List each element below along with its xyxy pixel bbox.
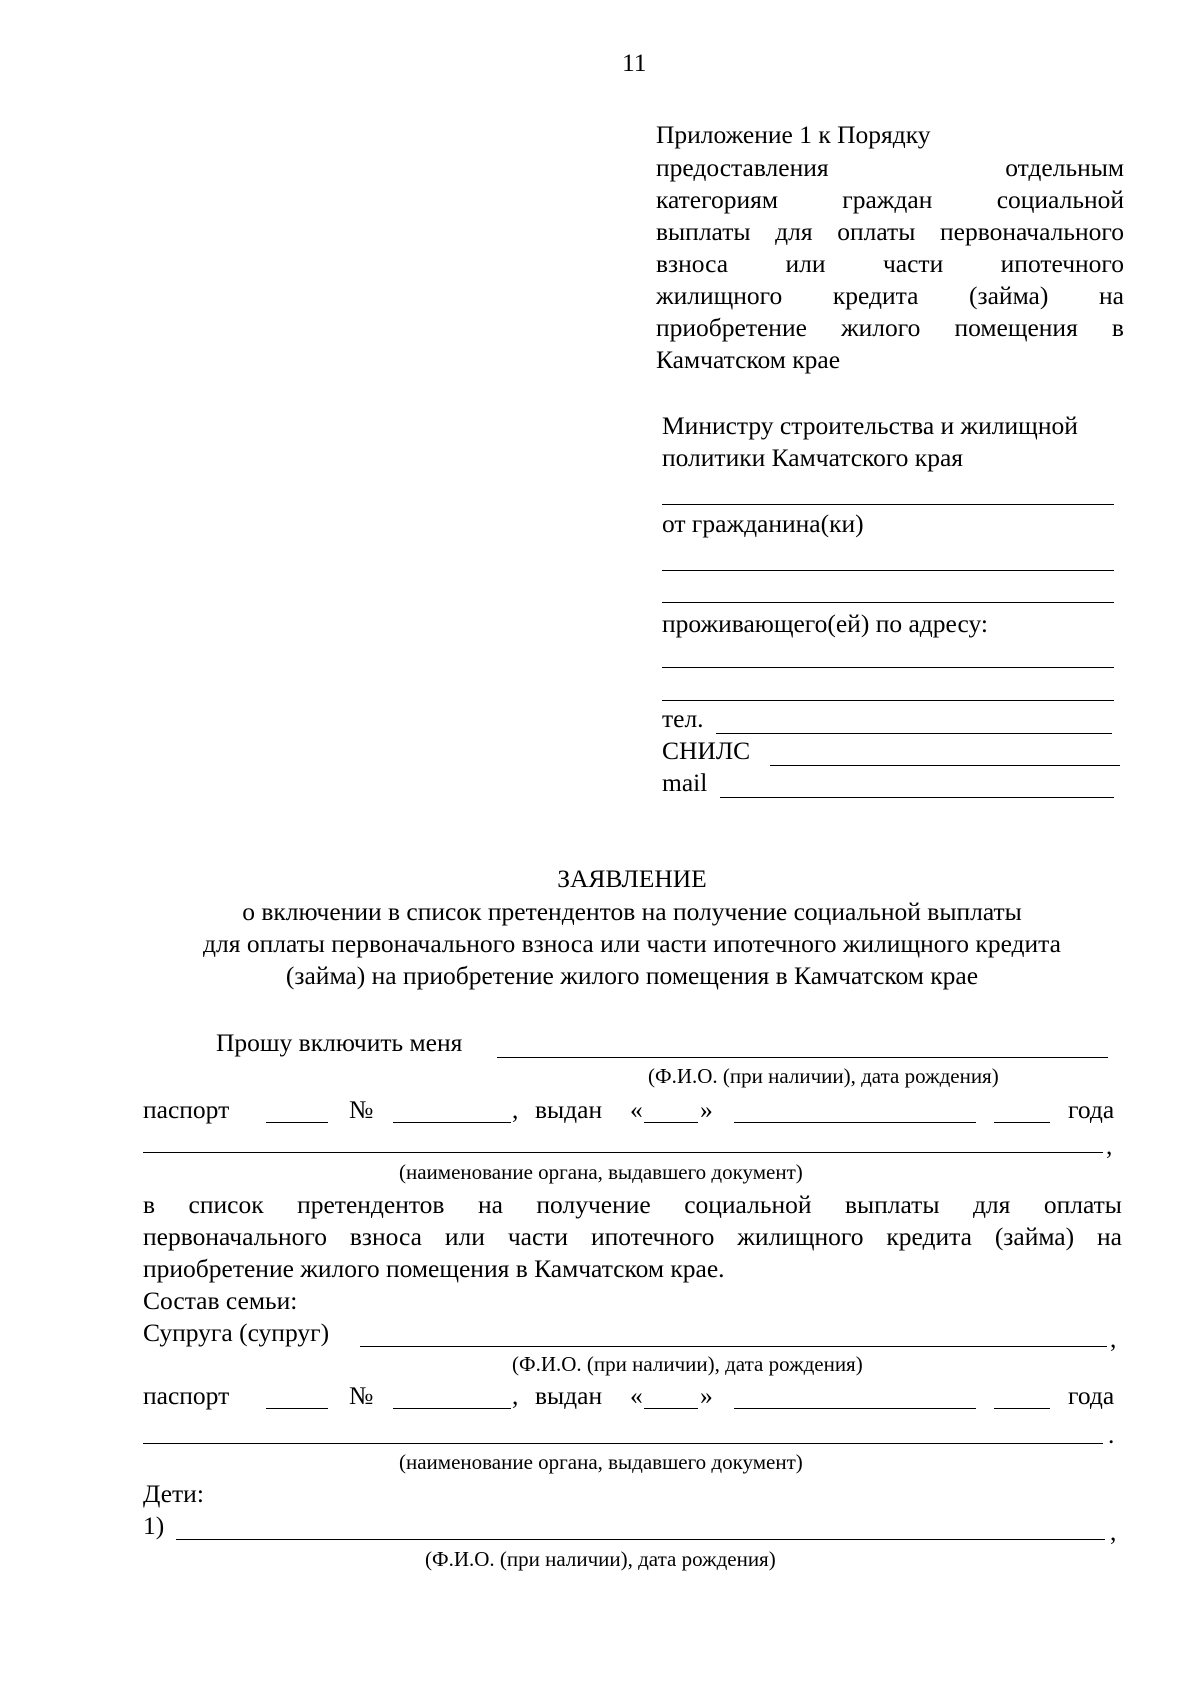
passport-series-field[interactable]	[266, 1122, 328, 1123]
issued-label: выдан	[535, 1095, 603, 1124]
heading-line: (займа) на приобретение жилого помещения в Камчатском крае	[285, 961, 979, 990]
appendix-line	[656, 219, 1124, 245]
addressee-line: политики Камчатского края	[662, 443, 963, 472]
request-label: Прошу включить меня	[216, 1028, 463, 1057]
word: первоначального	[143, 1222, 327, 1251]
word: взноса	[656, 249, 729, 278]
addressee-line: Министру строительства и жилищной	[662, 411, 1078, 440]
word: получение	[536, 1190, 651, 1219]
comma: ,	[1106, 1131, 1113, 1160]
number-sign: №	[349, 1381, 374, 1410]
spouse-fio-field[interactable]	[360, 1346, 1107, 1347]
word: (займа)	[994, 1222, 1075, 1251]
heading-line: для оплаты первоначального взноса или части ипотечного жилищного кредита	[203, 929, 1061, 958]
address-field-1[interactable]	[662, 667, 1114, 668]
issuer-hint: (наименование органа, выдавшего документ)	[399, 1450, 803, 1474]
issue-day-field[interactable]	[644, 1122, 698, 1123]
comma: ,	[1110, 1517, 1117, 1546]
word: кредита	[832, 281, 919, 310]
word: жилого	[841, 313, 921, 342]
document-title: ЗАЯВЛЕНИЕ	[557, 864, 707, 893]
word: приобретение	[656, 313, 807, 342]
addressee-name-field[interactable]	[662, 504, 1114, 505]
residing-label: проживающего(ей) по адресу:	[662, 609, 988, 638]
appendix-line	[656, 187, 1124, 213]
passport-label: паспорт	[143, 1095, 230, 1124]
period: .	[1108, 1420, 1115, 1449]
phone-label: тел.	[662, 704, 704, 733]
applicant-fio-field[interactable]	[497, 1057, 1108, 1058]
appendix-line	[656, 251, 1124, 277]
word: претендентов	[297, 1190, 445, 1219]
word: помещения	[954, 313, 1078, 342]
word: выплаты	[656, 217, 751, 246]
spouse-label: Супруга (супруг)	[143, 1318, 330, 1347]
quote-open: «	[630, 1381, 643, 1410]
word: для	[775, 217, 813, 246]
citizen-name-field-2[interactable]	[662, 602, 1114, 603]
word: оплаты	[1043, 1190, 1122, 1219]
from-label: от гражданина(ки)	[662, 509, 864, 538]
passport-label: паспорт	[143, 1381, 230, 1410]
word: части	[507, 1222, 569, 1251]
page-number: 11	[622, 48, 647, 77]
word: социальной	[996, 185, 1124, 214]
fio-hint: (Ф.И.О. (при наличии), дата рождения)	[648, 1064, 999, 1088]
word: ипотечного	[1000, 249, 1124, 278]
word: оплаты	[837, 217, 916, 246]
quote-open: «	[630, 1095, 643, 1124]
word: отдельным	[1005, 153, 1124, 182]
fio-hint: (Ф.И.О. (при наличии), дата рождения)	[425, 1547, 776, 1571]
children-label: Дети:	[143, 1479, 204, 1508]
appendix-line: Приложение 1 к Порядку	[656, 120, 931, 149]
word: части	[882, 249, 944, 278]
snils-label: СНИЛС	[662, 736, 751, 765]
phone-field[interactable]	[716, 733, 1112, 734]
appendix-line	[656, 315, 1124, 341]
appendix-line	[656, 283, 1124, 309]
child-fio-field[interactable]	[176, 1539, 1105, 1540]
spouse-issue-month-field[interactable]	[734, 1408, 976, 1409]
snils-field[interactable]	[770, 765, 1120, 766]
purpose-line	[143, 1192, 1122, 1218]
word: жилищного	[737, 1222, 864, 1251]
quote-close: »	[700, 1381, 713, 1410]
word: на	[477, 1190, 503, 1219]
word: список	[188, 1190, 264, 1219]
issued-label: выдан	[535, 1381, 603, 1410]
word: предоставления	[656, 153, 829, 182]
address-field-2[interactable]	[662, 700, 1114, 701]
word: или	[444, 1222, 485, 1251]
word: на	[1097, 1222, 1122, 1251]
comma: ,	[512, 1381, 519, 1410]
issuer-hint: (наименование органа, выдавшего документ)	[399, 1160, 803, 1184]
issuer-field[interactable]	[143, 1152, 1103, 1153]
comma: ,	[1110, 1324, 1117, 1353]
heading-line: о включении в список претендентов на получение социальной выплаты	[242, 897, 1022, 926]
word: в	[143, 1190, 156, 1219]
appendix-line: Камчатском крае	[656, 345, 841, 374]
spouse-issue-year-field[interactable]	[994, 1408, 1050, 1409]
word: ипотечного	[590, 1222, 715, 1251]
spouse-issue-day-field[interactable]	[644, 1408, 698, 1409]
word: (займа)	[969, 281, 1049, 310]
year-label: года	[1068, 1095, 1115, 1124]
spouse-passport-series-field[interactable]	[266, 1408, 328, 1409]
spouse-passport-number-field[interactable]	[393, 1408, 511, 1409]
child-number: 1)	[143, 1511, 165, 1540]
spouse-issuer-field[interactable]	[143, 1443, 1103, 1444]
word: выплаты	[844, 1190, 940, 1219]
word: категориям	[656, 185, 778, 214]
word: граждан	[842, 185, 933, 214]
word: кредита	[886, 1222, 972, 1251]
issue-month-field[interactable]	[734, 1122, 976, 1123]
passport-number-field[interactable]	[393, 1122, 511, 1123]
mail-label: mail	[662, 768, 708, 797]
purpose-line: приобретение жилого помещения в Камчатском крае.	[143, 1254, 725, 1283]
word: взноса	[349, 1222, 422, 1251]
word: или	[785, 249, 826, 278]
word: первоначального	[940, 217, 1124, 246]
word: социальной	[684, 1190, 812, 1219]
word: в	[1111, 313, 1124, 342]
family-label: Состав семьи:	[143, 1286, 298, 1315]
word: для	[972, 1190, 1011, 1219]
fio-hint: (Ф.И.О. (при наличии), дата рождения)	[512, 1352, 863, 1376]
appendix-line	[656, 155, 1124, 181]
year-label: года	[1068, 1381, 1115, 1410]
word: жилищного	[656, 281, 783, 310]
issue-year-field[interactable]	[994, 1122, 1050, 1123]
citizen-name-field-1[interactable]	[662, 570, 1114, 571]
comma: ,	[512, 1095, 519, 1124]
number-sign: №	[349, 1095, 374, 1124]
purpose-line	[143, 1224, 1122, 1250]
quote-close: »	[700, 1095, 713, 1124]
word: на	[1099, 281, 1124, 310]
mail-field[interactable]	[720, 797, 1114, 798]
